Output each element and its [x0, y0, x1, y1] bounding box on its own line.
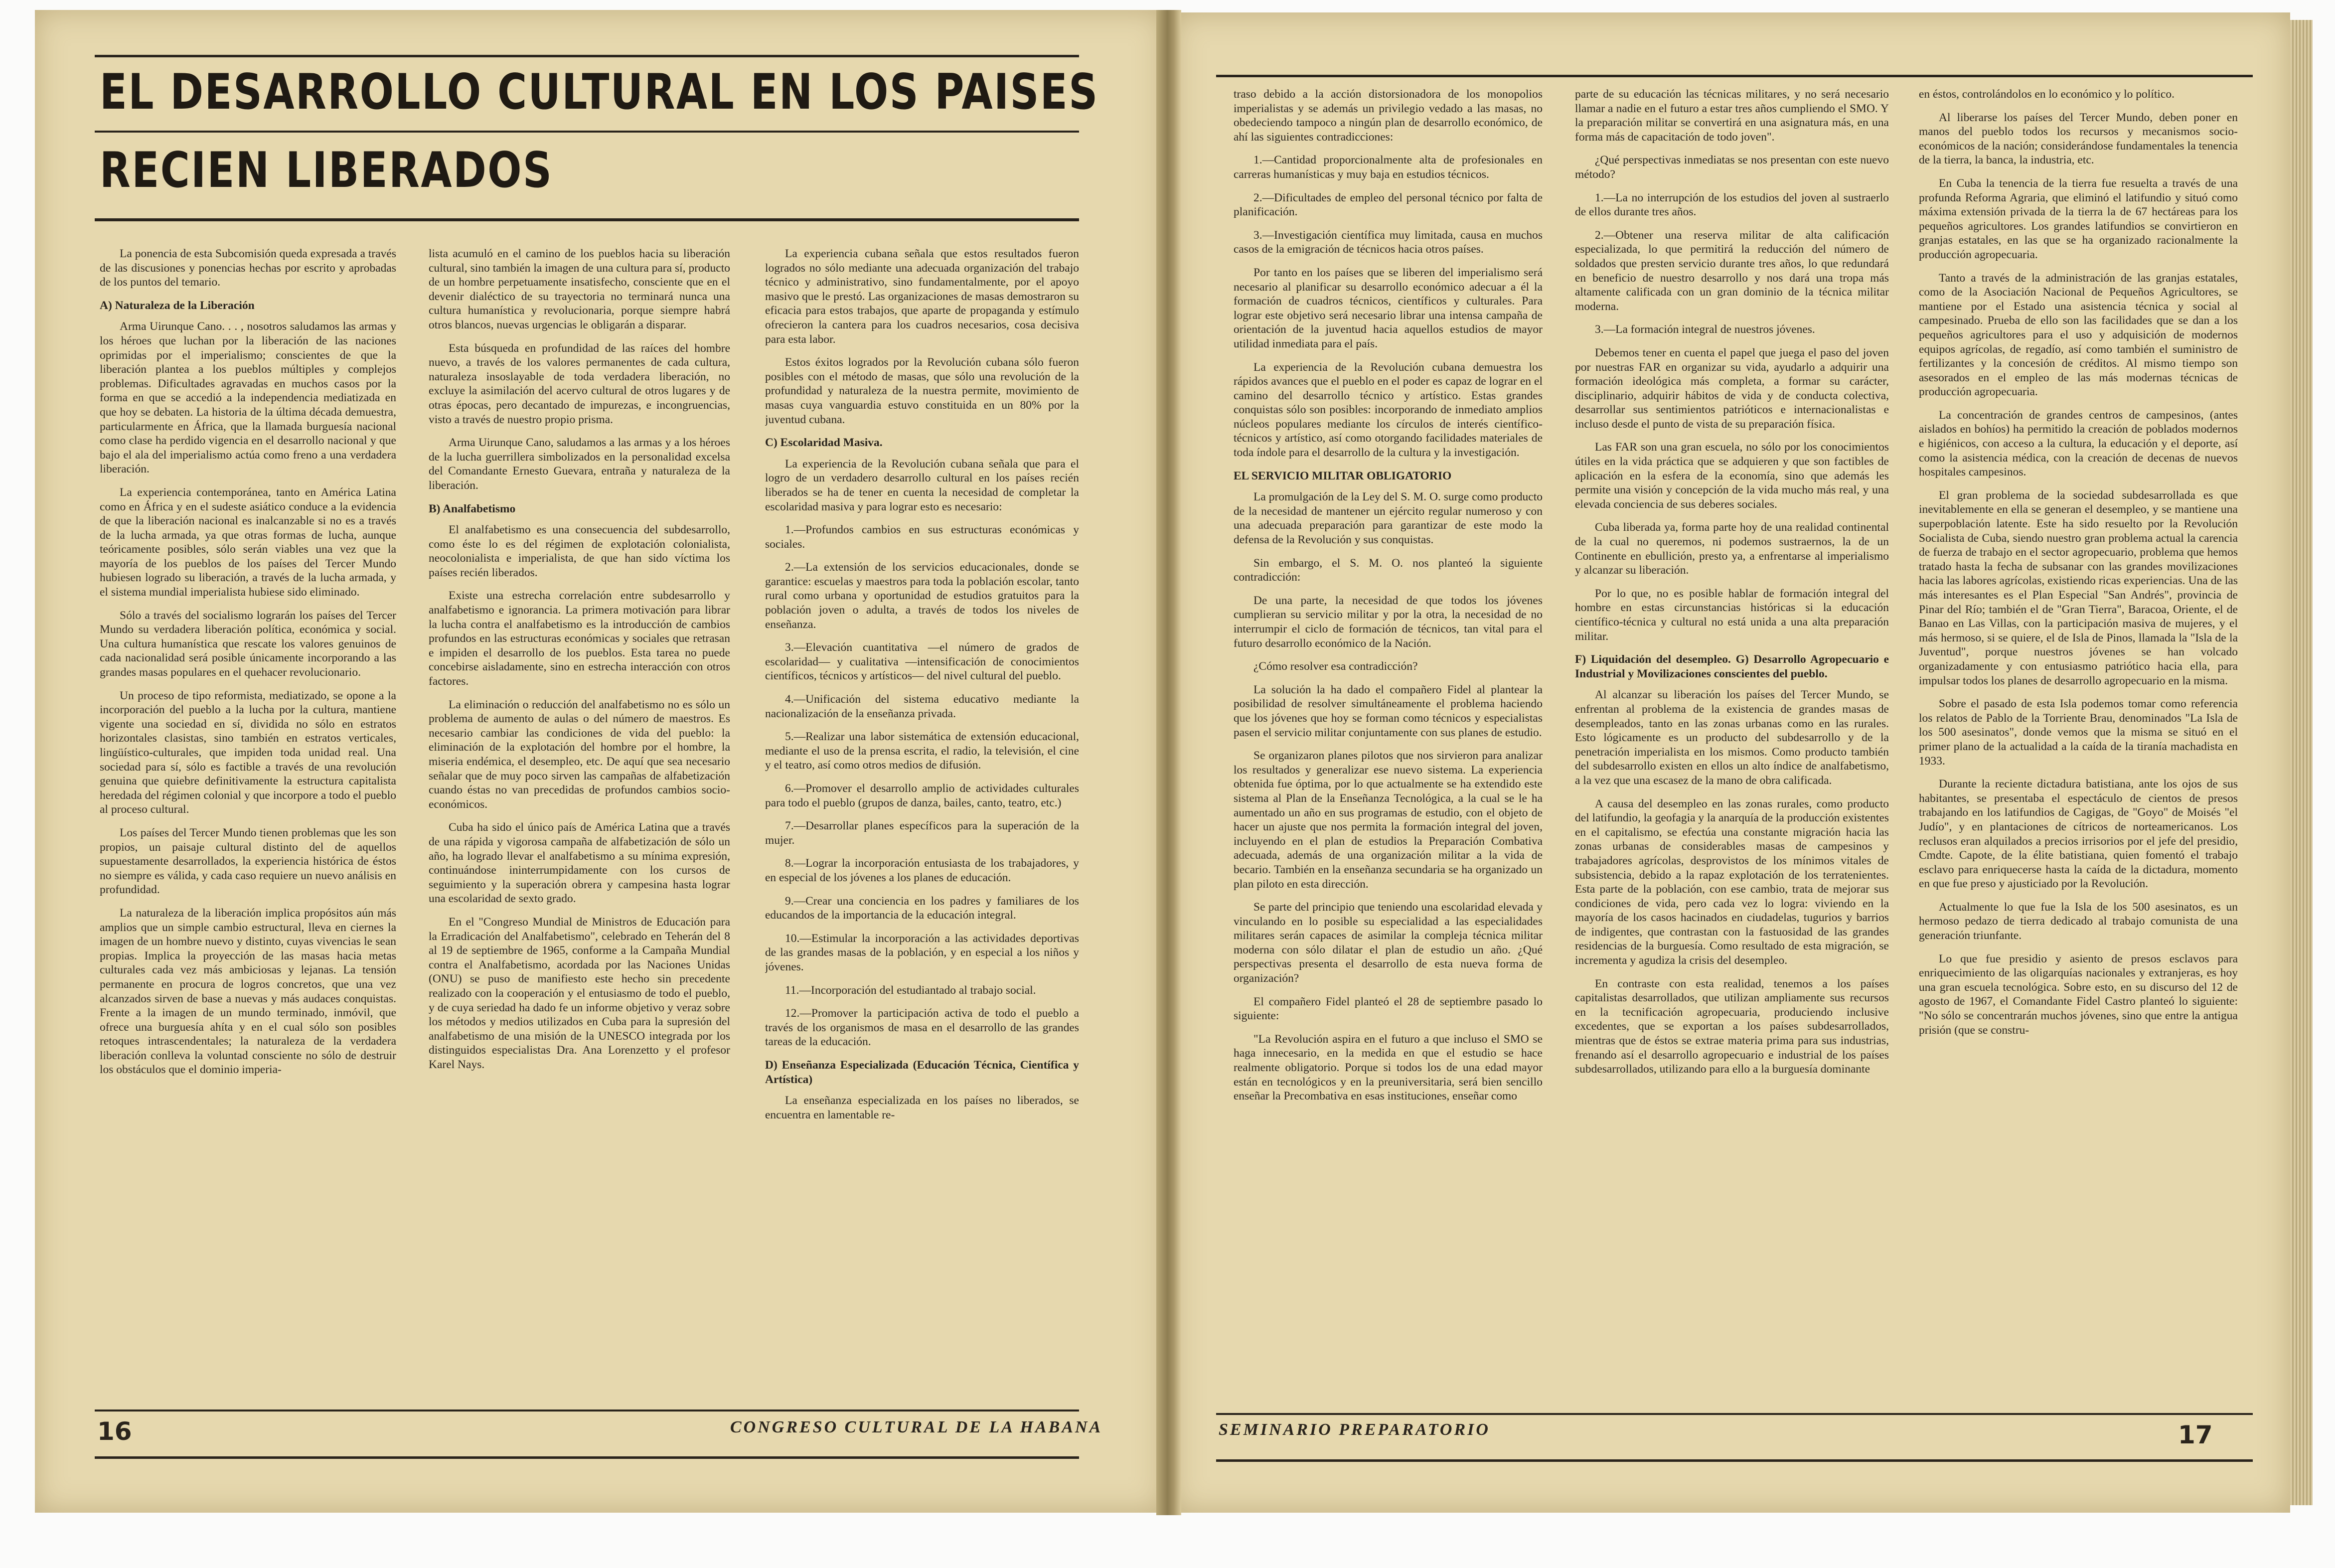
- paragraph: Sólo a través del socialismo lograrán los países del Tercer Mundo su verdadera liberación política, económica y social. Una cultura humanística que rescate los valores genuinos de cada nacionalidad será posible únicamente incorporando a las grandes masas populares en el quehacer revolucionario.: [100, 609, 396, 679]
- paragraph: 2.—La extensión de los servicios educacionales, donde se garantice: escuelas y maestros para toda la población escolar, tanto rural como urbana y oportunidad de estudios gratuitos para la población joven o adulta, a través de todos los niveles de enseñanza.: [765, 561, 1079, 631]
- paragraph: Las FAR son una gran escuela, no sólo por los conocimientos útiles en la vida práctica que se adquieren y que son factibles de aplicación en la esfera de la economía, sino que además les permite una visión y concepción de la vida mucho más real, y una elevada conciencia de sus deberes sociales.: [1575, 441, 1889, 511]
- paragraph: 5.—Realizar una labor sistemática de extensión educacional, mediante el uso de la prensa escrita, el radio, la televisión, el cine y el teatro, así como otros medios de difusión.: [765, 730, 1079, 772]
- footer-underline-right: [1216, 1459, 2253, 1462]
- paragraph: Se organizaron planes pilotos que nos sirvieron para analizar los resultados y generalizar ese nuevo sistema. La experiencia obtenida fue óptima, por lo que actualmente se ha extendido este sistema al Plan de la Enseñanza Tecnológica, a la cual se le ha aumentado un año en sus programas de estudio, con el objeto de hacer un ajuste que nos permita la formación integral del joven, incluyendo en el plan de estudios la Preparación Combativa adecuada, además de una organización militar a la vida de becario. También en la enseñanza secundaria se ha organizado un plan piloto en esta dirección.: [1234, 749, 1543, 891]
- paragraph: Durante la reciente dictadura batistiana, ante los ojos de sus habitantes, se presentaba el espectáculo de cientos de presos trabajando en los latifundios de Cagigas, de "Goyo" de Moisés "el Judío", y en plantaciones de cítricos de norteamericanos. Los reclusos eran alquilados a precios irrisorios por el jefe del presidio, Cmdte. Capote, de la élite batistiana, quien fomentó el trabajo esclavo para enriquecerse hasta la caída de la dictadura, momento en que fue preso y ajusticiado por la Revolución.: [1919, 778, 2238, 891]
- paragraph: 3.—La formación integral de nuestros jóvenes.: [1595, 323, 1815, 336]
- article-column-2: [429, 247, 730, 1403]
- footer-title-right: SEMINARIO PREPARATORIO: [1219, 1420, 1490, 1439]
- paragraph: La enseñanza especializada en los países no liberados, se encuentra en lamentable re-: [765, 1094, 1079, 1121]
- paragraph: lista acumuló en el camino de los pueblos hacia su liberación cultural, sino también la imagen de una cultura para sí, producto de un hombre perpetuamente insatisfecho, consciente que en el devenir dialéctico de su trayectoria no terminará nunca una cultura humanística y revolucionaria, porque siempre habrá otros blancos, nuevas urgencias le obligarán a disparar.: [429, 247, 730, 331]
- binding-gutter: [1156, 10, 1181, 1515]
- paragraph: La eliminación o reducción del analfabetismo no es sólo un problema de aumento de aulas o del número de maestros. Es necesario cambiar las condiciones de vida del pueblo: la eliminación de la explotación del hombre por el hombre, la miseria endémica, el desempleo, etc. De aquí que sea necesario señalar que de muy poco sirven las campañas de alfabetización cuando éstas no van precedidas de profundos cambios socio-económicos.: [429, 698, 730, 811]
- section-heading: A) Naturaleza de la Liberación: [100, 299, 255, 312]
- paragraph: en éstos, controlándolos en lo económico y lo político.: [1919, 88, 2175, 101]
- article-column-6: [1919, 87, 2238, 1383]
- paragraph: 10.—Estimular la incorporación a las actividades deportivas de las grandes masas de la población, y en especial a los niños y jóvenes.: [765, 932, 1079, 973]
- paragraph: ¿Cómo resolver esa contradicción?: [1253, 660, 1418, 673]
- paragraph: La experiencia cubana señala que estos resultados fueron logrados no sólo mediante una adecuada organización del trabajo técnico y administrativo, sino fundamentalmente, por el apoyo masivo que le prestó. Las organizaciones de masas demostraron su eficacia para estos trabajos, que aparte de propaganda y estímulo ofrecieron la cantera para los cuadros necesarios, cosa decisiva para esta labor.: [765, 247, 1079, 346]
- paragraph: Cuba liberada ya, forma parte hoy de una realidad continental de la cual no queremos, ni podemos sustraernos, la de un Continente en ebullición, presto ya, a enfrentarse al imperialismo y alcanzar su liberación.: [1575, 521, 1889, 577]
- paragraph: Estos éxitos logrados por la Revolución cubana sólo fueron posibles con el método de masas, que sólo una revolución de la profundidad y naturaleza de la nuestra permite, movimiento de masas cuya vanguardia estuvo constituida en un 80% por la juventud cubana.: [765, 356, 1079, 426]
- paragraph: 1.—Cantidad proporcionalmente alta de profesionales en carreras humanísticas y muy baja en estudios técnicos.: [1234, 154, 1543, 181]
- paragraph: Esta búsqueda en profundidad de las raíces del hombre nuevo, a través de los valores permanentes de cada cultura, naturaleza insoslayable de toda verdadera liberación, no excluye la asimilación del acervo cultural de otros lugares y de otras épocas, pero decantado de impurezas, e incongruencias, visto a través de nuestro propio prisma.: [429, 341, 730, 426]
- paragraph: Al alcanzar su liberación los países del Tercer Mundo, se enfrentan al problema de la existencia de grandes masas de desempleados, tanto en las zonas urbanas como en las rurales. Esto lógicamente es un producto del subdesarrollo y de la penetración imperialista en los mismos. Como producto también del subdesarrollo existen en ellos un alto índice de analfabetismo, a la vez que una escasez de la mano de obra calificada.: [1575, 688, 1889, 787]
- paragraph: En Cuba la tenencia de la tierra fue resuelta a través de una profunda Reforma Agraria, que eliminó el latifundio y situó como máxima extensión privada de la tierra la de 67 hectáreas para los pequeños agricultores. Los grandes latifundios se convirtieron en granjas estatales, en las que se ha organizado racionalmente la producción agropecuaria.: [1919, 176, 2238, 261]
- paragraph: 3.—Investigación científica muy limitada, causa en muchos casos de la emigración de técnicos hacia otros países.: [1234, 228, 1543, 256]
- paragraph: En contraste con esta realidad, tenemos a los países capitalistas desarrollados, que utilizan ampliamente sus recursos en la tecnificación agropecuaria, produciendo inclusive excedentes, que se exportan a los países subdesarrollados, mientras que de éstos se extrae materia prima para sus industrias, frenando así el desarrollo agropecuario e industrial de los países subdesarrollados, utilizando para ello a la burguesía dominante: [1575, 977, 1889, 1076]
- paragraph: Arma Uirunque Cano, saludamos a las armas y a los héroes de la lucha guerrillera simbolizados en la personalidad excelsa del Comandante Ernesto Guevara, entraña y naturaleza de la liberación.: [429, 436, 730, 492]
- paragraph: Un proceso de tipo reformista, mediatizado, se opone a la incorporación del pueblo a la lucha por la cultura, mantiene vigente una sociedad en sí, dividida no sólo en estratos horizontales clasistas, sino también en estratos verticales, lingüístico-culturales, que impiden toda unidad real. Una sociedad para sí, sólo es factible a través de una revolución genuina que quiebre definitivamente la estructura capitalista heredada del régimen colonial y que incorpore a todo el pueblo al proceso cultural.: [100, 689, 396, 816]
- paragraph: A causa del desempleo en las zonas rurales, como producto del latifundio, la geofagia y la anarquía de la producción existentes en el capitalismo, se efectúa una constante migración hacia las zonas urbanas de considerables masas de campesinos y trabajadores agrícolas, desprovistos de los mínimos vitales de subsistencia, debido a la rapaz explotación de los terratenientes. Esta parte de la población, con ese cambio, trata de mejorar sus condiciones de vida, pero cada vez lo logra: viviendo en la mayoría de los casos hacinados en ciudadelas, tugurios y barrios de indigentes, que contrastan con la fastuosidad de las grandes residencias de la burguesía. Como resultado de esta migración, se incrementa y agudiza la crisis del desempleo.: [1575, 797, 1889, 967]
- paragraph: Lo que fue presidio y asiento de presos esclavos para enriquecimiento de las oligarquías nacionales y extranjeras, es hoy una gran escuela tecnológica. Sobre esto, en su discurso del 12 de agosto de 1967, el Comandante Fidel Castro planteó lo siguiente: "No sólo se concentrarán muchos jóvenes, sino que entre la antigua prisión (que se constru-: [1919, 952, 2238, 1037]
- paragraph: Debemos tener en cuenta el papel que juega el paso del joven por nuestras FAR en organizar su vida, ayudarlo a adquirir una formación ideológica más completa, a formar su carácter, disciplinario, adquirir hábitos de vida y de conducta colectiva, desarrollar sus sentimientos patrióticos e internacionalistas e incluso desde el punto de vista de su preparación física.: [1575, 346, 1889, 431]
- paragraph: La experiencia de la Revolución cubana demuestra los rápidos avances que el pueblo en el poder es capaz de lograr en el camino del desarrollo técnico y artístico. Estas grandes conquistas sólo son posibles: incorporando de inmediato amplios núcleos populares mediante los círculos de interés científico-técnicos y artístico, así como otorgando facilidades materiales de toda índole para el desarrollo de la cultura y la investigación.: [1234, 360, 1543, 460]
- paragraph: El gran problema de la sociedad subdesarrollada es que inevitablemente en ella se generan el desempleo, y se mantiene una superpoblación latente. Este ha sido resuelto por la Revolución Socialista de Cuba, siendo nuestro gran problema actual la carencia de fuerza de trabajo en el sector agropecuario, problema que hemos tratado hasta la fecha de subsanar con las grandes movilizaciones hacia las labores agrícolas, existiendo ricas experiencias. Una de las más interesantes es el Plan Especial "San Andrés", provincia de Pinar del Río; también el de "Gran Tierra", Baracoa, Oriente, el de Banao en Las Villas, con la participación masiva de mujeres, y el más hermoso, si se quiere, el de Isla de Pinos, llamada la "Isla de la Juventud", porque nuestros jóvenes se han volcado organizadamente y con entusiasmo patriótico hacia ella, para impulsar todos los planes de desarrollo agropecuario en la misma.: [1919, 488, 2238, 687]
- title-bottom-rule: [95, 218, 1079, 221]
- paragraph: El compañero Fidel planteó el 28 de septiembre pasado lo siguiente:: [1234, 995, 1543, 1023]
- paragraph: La experiencia contemporánea, tanto en América Latina como en África y en el sudeste asiático conduce a la evidencia de que la liberación nacional es inalcanzable si no es a través de la lucha armada, ya que otras formas de lucha, aunque teóricamente posibles, sólo serán viables una vez que la mayoría de los pueblos de los países del Tercer Mundo hubiesen logrado su liberación, a través de la lucha armada, y el sistema mundial imperialista hubiese sido eliminado.: [100, 485, 396, 599]
- article-column-1: [100, 247, 396, 1403]
- footer-underline-left: [95, 1456, 1079, 1459]
- page-edges: [2290, 20, 2313, 1505]
- section-heading: F) Liquidación del desempleo. G) Desarrollo Agropecuario e Industrial y Movilizaciones conscientes del pueblo.: [1575, 653, 1889, 680]
- title-line-1: EL DESARROLLO CULTURAL EN LOS PAISES: [100, 64, 1099, 121]
- paragraph: Actualmente lo que fue la Isla de los 500 asesinatos, es un hermoso pedazo de tierra dedicado al trabajo comunista de una generación triunfante.: [1919, 900, 2238, 942]
- paragraph: La solución la ha dado el compañero Fidel al plantear la posibilidad de resolver simultáneamente el problema haciendo que los jóvenes que hoy se forman como técnicos y especialistas pasen el servicio militar conjuntamente con sus planes de estudio.: [1234, 683, 1543, 739]
- top-rule-right: [1216, 75, 2253, 77]
- paragraph: 3.—Elevación cuantitativa —el número de grados de escolaridad— y cualitativa —intensificación de conocimientos científicos, técnicos y artísticos— del nivel cultural del pueblo.: [765, 641, 1079, 683]
- paragraph: 1.—La no interrupción de los estudios del joven al sustraerlo de ellos durante tres años.: [1575, 191, 1889, 219]
- footer-title-left: CONGRESO CULTURAL DE LA HABANA: [730, 1418, 1103, 1436]
- paragraph: "La Revolución aspira en el futuro a que incluso el SMO se haga innecesario, en la medida en que el estudio se hace realmente obligatorio. Porque si todos los de una edad mayor están en tecnológicos y en la preuniversitaria, será bien sencillo enseñar la Precombativa en esas instituciones, enseñar como: [1234, 1032, 1543, 1103]
- paragraph: 1.—Profundos cambios en sus estructuras económicas y sociales.: [765, 523, 1079, 551]
- article-column-4: [1234, 87, 1543, 1383]
- title-line-2: RECIEN LIBERADOS: [100, 142, 553, 199]
- paragraph: 11.—Incorporación del estudiantado al trabajo social.: [785, 983, 1036, 997]
- paragraph: La naturaleza de la liberación implica propósitos aún más amplios que un simple cambio estructural, lleva en ciernes la imagen de un hombre nuevo y distinto, cuyas vivencias le sean propias. Implica la proyección de las masas hacia metas culturales cada vez más ambiciosas y lejanas. La tensión permanente en procura de logros concretos, que una vez alcanzados sirven de base a nuevas y más audaces conquistas. Frente a la imagen de un mundo terminado, inmóvil, que ofrece una burguesía ahíta y en el cual sólo son posibles retoques intrascendentales; la naturaleza de la verdadera liberación conlleva la voluntad consciente no sólo de destruir los obstáculos que el dominio imperia-: [100, 906, 396, 1077]
- paragraph: Los países del Tercer Mundo tienen problemas que les son propios, un paisaje cultural distinto del de aquellos supuestamente desarrollados, la experiencia histórica de éstos no siempre es válida, y cada caso requiere un nuevo análisis en profundidad.: [100, 826, 396, 897]
- top-rule-left: [95, 55, 1079, 57]
- paragraph: 8.—Lograr la incorporación entusiasta de los trabajadores, y en especial de los jóvenes a los planes de educación.: [765, 857, 1079, 884]
- paragraph: ¿Qué perspectivas inmediatas se nos presentan con este nuevo método?: [1575, 154, 1889, 181]
- paragraph: parte de su educación las técnicas militares, y no será necesario llamar a nadie en el futuro a estar tres años cumpliendo el SMO. Y la preparación militar se convertirá en una asignatura más, en una forma más de capacitación de todo joven".: [1575, 88, 1889, 144]
- article-column-3: [765, 247, 1079, 1403]
- title-divider-rule: [95, 131, 1079, 133]
- paragraph: Se parte del principio que teniendo una escolaridad elevada y vinculando en lo posible su especialidad a las especialidades militares serán capaces de asimilar la compleja técnica militar moderna con sólo dilatar el plan de estudio un año. ¿Qué perspectivas presenta el desarrollo de esta nueva forma de organización?: [1234, 901, 1543, 985]
- paragraph: La promulgación de la Ley del S. M. O. surge como producto de la necesidad de mantener un ejército regular numeroso y con una adecuada preparación para garantizar de este modo la defensa de la Revolución y sus conquistas.: [1234, 490, 1543, 547]
- paragraph: Sobre el pasado de esta Isla podemos tomar como referencia los relatos de Pablo de la Torriente Brau, denominados "La Isla de los 500 asesinatos", donde vemos que la misma se situó en el primer plano de la actualidad a la caída de la tiranía machadista en 1933.: [1919, 697, 2238, 768]
- section-heading: B) Analfabetismo: [429, 502, 516, 515]
- paragraph: Cuba ha sido el único país de América Latina que a través de una rápida y vigorosa campaña de alfabetización de sólo un año, ha logrado llevar el analfabetismo a su mínima expresión, continuándose ininterrumpidamente con los cursos de seguimiento y la superación obrera y campesina hasta lograr una escolaridad de sexto grado.: [429, 821, 730, 906]
- paragraph: traso debido a la acción distorsionadora de los monopolios imperialistas y se además un privilegio vedado a las masas, no obedeciendo tampoco a ningún plan de desarrollo económico, de ahí las siguientes contradicciones:: [1234, 88, 1543, 144]
- paragraph: Por lo que, no es posible hablar de formación integral del hombre en estas circunstancias históricas si la educación científico-técnica y cultural no está unida a una alta preparación militar.: [1575, 587, 1889, 643]
- paragraph: Arma Uirunque Cano. . . , nosotros saludamos las armas y los héroes que luchan por la liberación de las naciones oprimidas por el imperialismo; conscientes de que la liberación plantea a los pueblos múltiples y complejos problemas. Dificultades agravadas en muchos casos por la forma en que se accedió a la independencia mediatizada en que hoy se debaten. La historia de la última década demuestra, particularmente en África, que la llamada burguesía nacional como clase ha perdido vigencia en el desarrollo nacional y que bajo el ala del imperialismo actúa como freno a una verdadera liberación.: [100, 320, 396, 476]
- paragraph: Sin embargo, el S. M. O. nos planteó la siguiente contradicción:: [1234, 556, 1543, 584]
- footer-rule-left: [95, 1410, 1079, 1411]
- paragraph: 7.—Desarrollar planes específicos para la superación de la mujer.: [765, 819, 1079, 847]
- paragraph: 2.—Obtener una reserva militar de alta calificación especializada, lo que permitirá la reducción del número de soldados que presten servicio durante tres años, lo que redundará en beneficio de nuestro desarrollo y nos dará una tropa más altamente calificada con un gran dominio de la técnica militar moderna.: [1575, 228, 1889, 313]
- paragraph: 6.—Promover el desarrollo amplio de actividades culturales para todo el pueblo (grupos de danza, bailes, canto, teatro, etc.): [765, 782, 1079, 809]
- paragraph: Existe una estrecha correlación entre subdesarrollo y analfabetismo e ignorancia. La primera motivación para librar la lucha contra el analfabetismo es la introducción de cambios profundos en las estructuras económicas y sociales que retrasan e impiden el desarrollo de los pueblos. Esta tarea no puede concebirse aisladamente, sino en estrecha interacción con otros factores.: [429, 589, 730, 688]
- paragraph: Al liberarse los países del Tercer Mundo, deben poner en manos del pueblo todos los recursos y mecanismos socio-económicos de la nación; considerándose fundamentales la tenencia de la tierra, la banca, la industria, etc.: [1919, 111, 2238, 167]
- page-number-left: 16: [97, 1417, 132, 1446]
- article-column-5: [1575, 87, 1889, 1383]
- paragraph: De una parte, la necesidad de que todos los jóvenes cumplieran su servicio militar y por la otra, la necesidad de no interrumpir el ciclo de formación de técnicos, tan vital para el futuro desarrollo económico de la Nación.: [1234, 594, 1543, 650]
- paragraph: Tanto a través de la administración de las granjas estatales, como de la Asociación Nacional de Pequeños Agricultores, se mantiene por el Estado una asistencia técnica y social al campesinado. Prueba de ello son las facilidades que se dan a los pequeños agricultores para el uso y adquisición de modernos equipos agrícolas, de regadío, así como también el suministro de fertilizantes y la concesión de créditos. Al mismo tiempo son asesorados en el empleo de las más modernas técnicas de producción agropecuaria.: [1919, 271, 2238, 399]
- paragraph: El analfabetismo es una consecuencia del subdesarrollo, como éste lo es del régimen de explotación colonialista, neocolonialista e imperialista, de que han sido víctima los países recién liberados.: [429, 523, 730, 579]
- section-heading: D) Enseñanza Especializada (Educación Técnica, Científica y Artística): [765, 1058, 1079, 1086]
- paragraph: La ponencia de esta Subcomisión queda expresada a través de las discusiones y ponencias hechas por escrito y aprobadas de los puntos del temario.: [100, 247, 396, 289]
- paragraph: En el "Congreso Mundial de Ministros de Educación para la Erradicación del Analfabetismo", celebrado en Teherán del 8 al 19 de septiembre de 1965, conforme a la Campaña Mundial contra el Analfabetismo, acordada por las Naciones Unidas (ONU) se puso de manifiesto este hecho sin precedente realizado con la cooperación y el entusiasmo de todo el pueblo, y de cuya seriedad ha dado fe un informe objetivo y veraz sobre los métodos y medios utilizados en Cuba para la supresión del analfabetismo de una misión de la UNESCO integrada por los distinguidos especialistas Dra. Ana Lorenzetto y el profesor Karel Nays.: [429, 915, 730, 1071]
- page-number-right: 17: [2178, 1420, 2213, 1449]
- section-heading: EL SERVICIO MILITAR OBLIGATORIO: [1234, 469, 1452, 482]
- paragraph: La concentración de grandes centros de campesinos, (antes aislados en bohíos) ha permitido la creación de poblados modernos e higiénicos, con acceso a la cultura, la educación y el deporte, así como la asistencia médica, con la creación de decenas de nuevos hospitales campesinos.: [1919, 408, 2238, 479]
- paragraph: 12.—Promover la participación activa de todo el pueblo a través de los organismos de masa en el desarrollo de las grandes tareas de la educación.: [765, 1007, 1079, 1049]
- footer-rule-right: [1216, 1413, 2253, 1415]
- paragraph: 2.—Dificultades de empleo del personal técnico por falta de planificación.: [1234, 191, 1543, 219]
- paragraph: 9.—Crear una conciencia en los padres y familiares de los educandos de la importancia de la educación integral.: [765, 894, 1079, 922]
- section-heading: C) Escolaridad Masiva.: [765, 436, 883, 450]
- paragraph: 4.—Unificación del sistema educativo mediante la nacionalización de la enseñanza privada.: [765, 693, 1079, 720]
- paragraph: Por tanto en los países que se liberen del imperialismo será necesario al planificar su desarrollo económico adecuar a él la formación de cuadros técnicos, científicos y culturales. Para lograr este objetivo será necesario librar una intensa campaña de orientación de la juventud hacia aquellos estudios de mayor utilidad inmediata para el país.: [1234, 266, 1543, 350]
- paragraph: La experiencia de la Revolución cubana señala que para el logro de un verdadero desarrollo cultural en los países recién liberados se ha de tener en cuenta la necesidad de completar la escolaridad masiva y para lograr esto es necesario:: [765, 457, 1079, 513]
